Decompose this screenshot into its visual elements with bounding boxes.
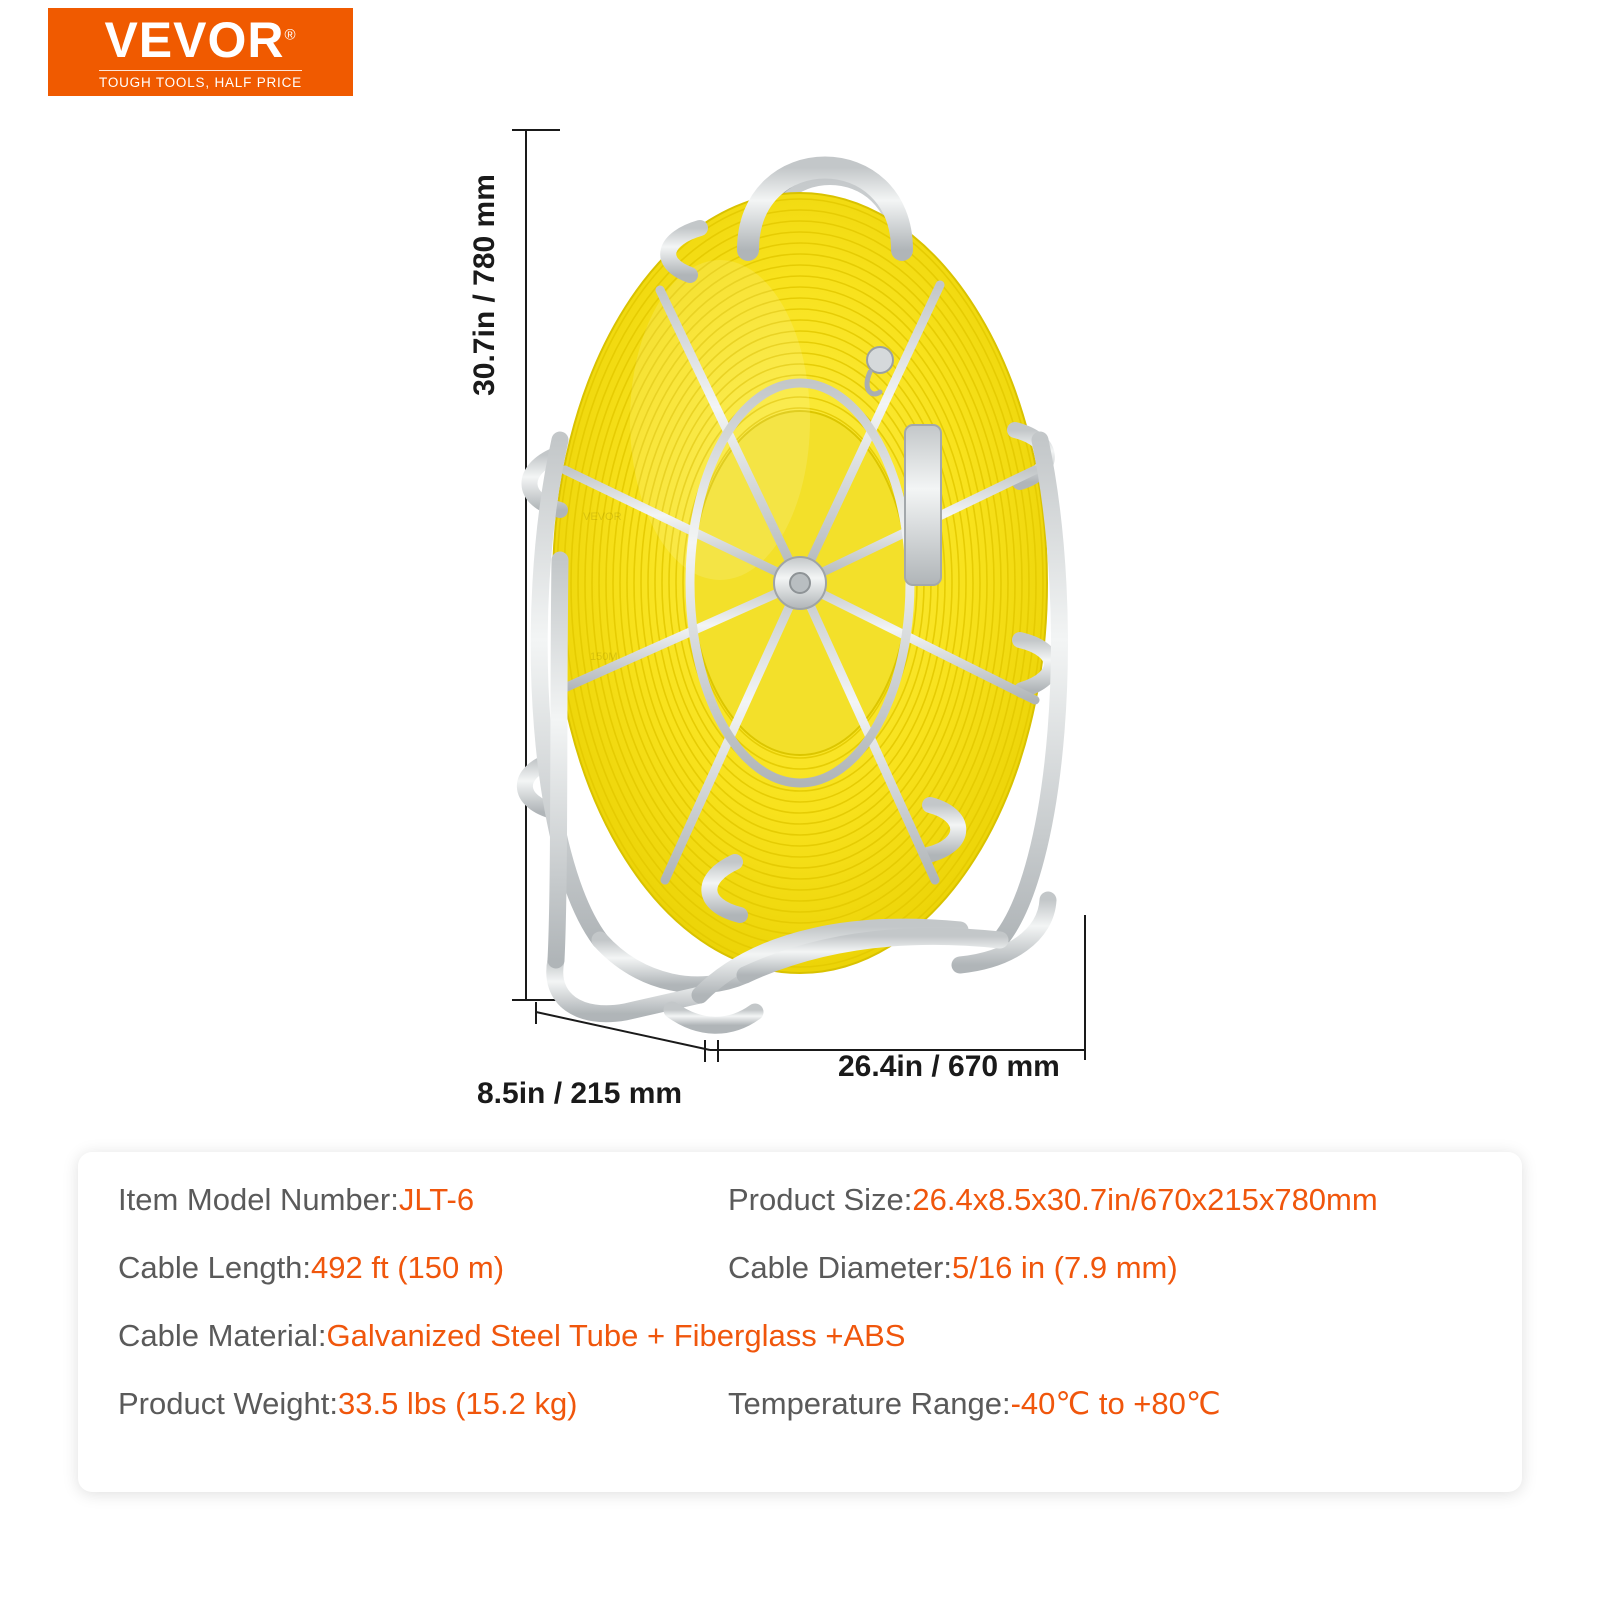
spec-item-temperature-range xyxy=(728,1386,1221,1422)
spec-item-cable-length xyxy=(118,1250,728,1286)
spec-row xyxy=(118,1318,1482,1386)
spec-row xyxy=(118,1250,1482,1318)
dimension-width-label: 26.4in / 670 mm xyxy=(838,1050,1060,1083)
brand-name-text: VEVOR xyxy=(104,11,285,68)
spec-label: Item Model Number: xyxy=(118,1182,399,1217)
registered-mark: ® xyxy=(284,25,297,43)
spec-row xyxy=(118,1182,1482,1250)
spec-value: 492 ft (150 m) xyxy=(311,1250,505,1285)
spec-value: JLT-6 xyxy=(398,1182,475,1217)
spec-item-model-number xyxy=(118,1182,728,1218)
spec-item-product-weight xyxy=(118,1386,728,1422)
spec-label: Cable Diameter: xyxy=(728,1250,952,1285)
spec-label: Product Size: xyxy=(728,1182,913,1217)
dimension-depth-label: 8.5in / 215 mm xyxy=(477,1077,683,1110)
specification-card xyxy=(78,1152,1522,1492)
spec-value: -40℃ to +80℃ xyxy=(1010,1386,1221,1421)
spec-value: Galvanized Steel Tube + Fiberglass +ABS xyxy=(326,1318,906,1353)
spec-label: Cable Material: xyxy=(118,1318,327,1353)
svg-text:150M: 150M xyxy=(590,651,618,663)
spec-value: 26.4x8.5x30.7in/670x215x780mm xyxy=(912,1182,1378,1217)
svg-text:VEVOR: VEVOR xyxy=(583,511,622,523)
dimension-height-label xyxy=(468,115,502,455)
spec-value: 33.5 lbs (15.2 kg) xyxy=(337,1386,578,1421)
spec-row xyxy=(118,1386,1482,1454)
spec-label: Temperature Range: xyxy=(728,1386,1011,1421)
spec-value: 5/16 in (7.9 mm) xyxy=(951,1250,1178,1285)
brand-tagline: TOUGH TOOLS, HALF PRICE xyxy=(99,70,302,90)
spec-item-product-size xyxy=(728,1182,1378,1218)
spec-item-cable-diameter xyxy=(728,1250,1178,1286)
spec-label: Product Weight: xyxy=(118,1386,338,1421)
spec-label: Cable Length: xyxy=(118,1250,312,1285)
dimension-height-text: 30.7in / 780 mm xyxy=(468,174,501,396)
spec-item-cable-material xyxy=(118,1318,905,1354)
